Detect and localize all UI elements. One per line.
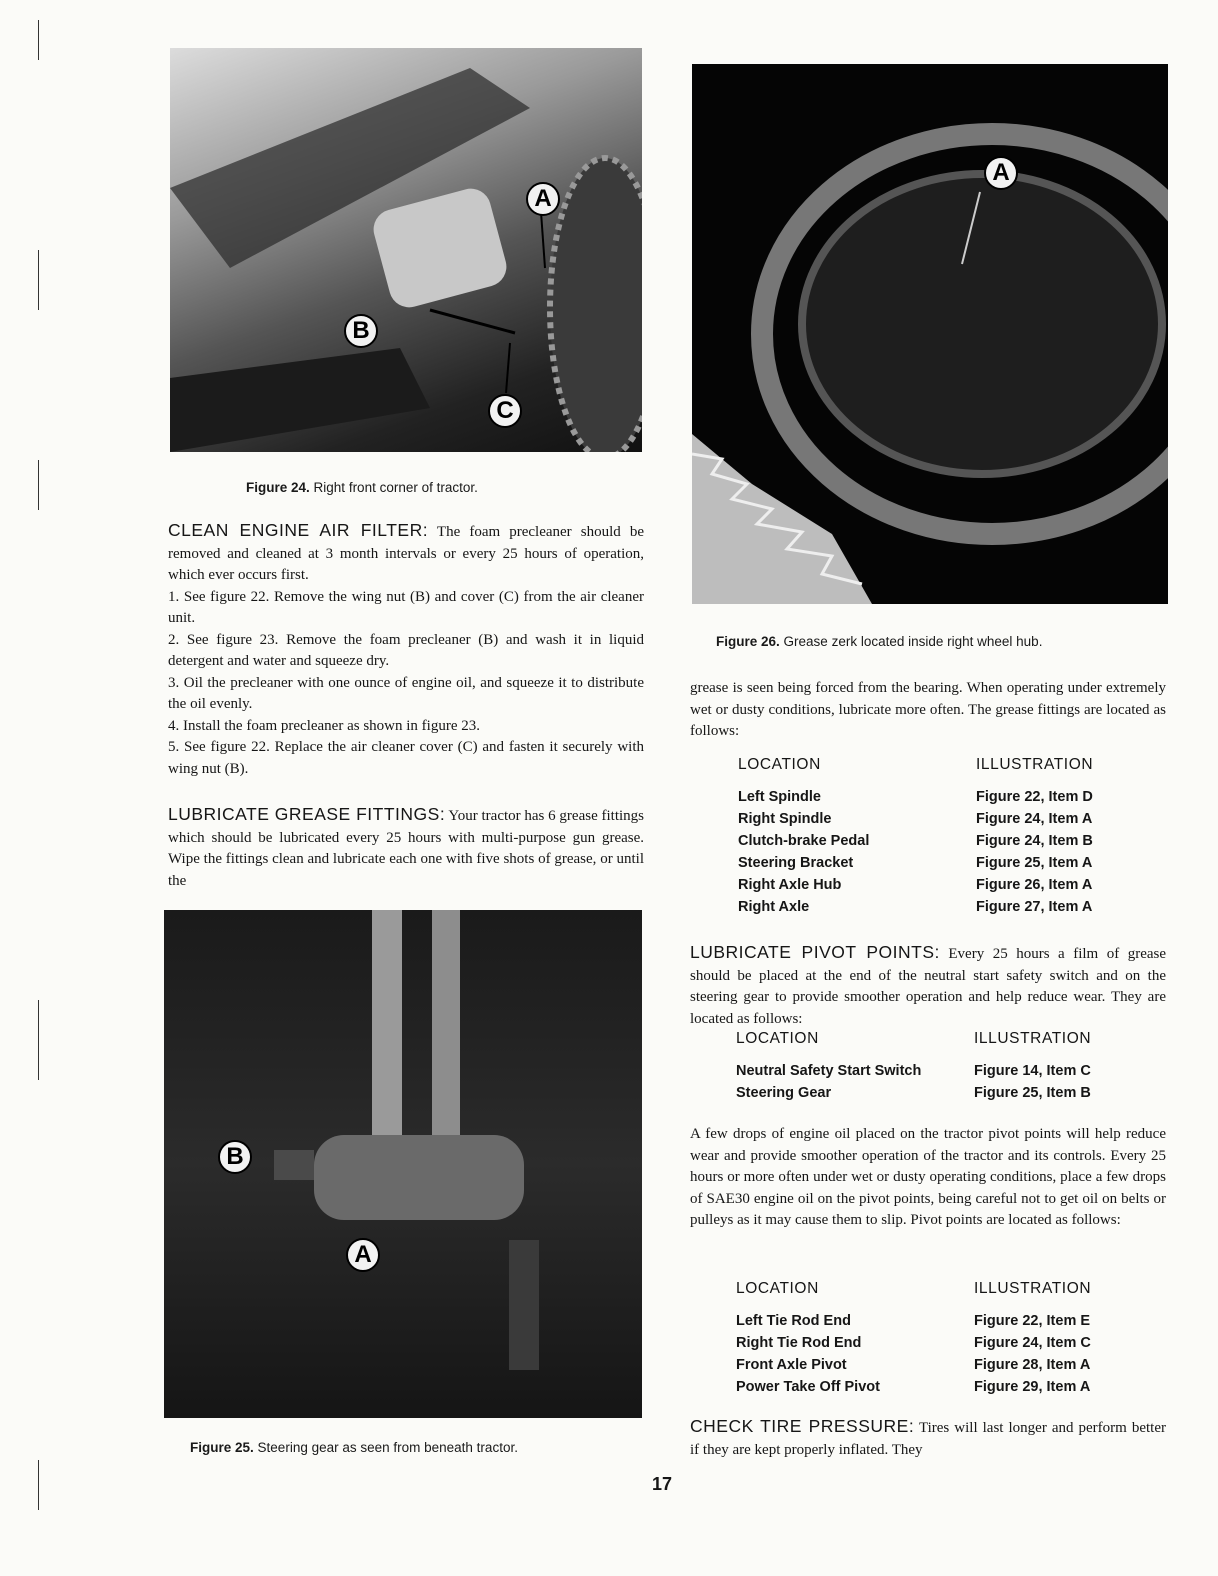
margin-mark (38, 20, 39, 60)
figure-26-photo (692, 64, 1168, 604)
figure-26-caption: Figure 26. Grease zerk located inside right wheel hub. (716, 634, 1043, 649)
section-heading: CLEAN ENGINE AIR FILTER: (168, 520, 429, 540)
margin-mark (38, 250, 39, 310)
step: 3. Oil the precleaner with one ounce of engine oil, and squeeze it to distribute the oil evenly. (168, 674, 644, 712)
paragraph: grease is seen being forced from the bearing. When operating under extremely wet or dusty conditions, lubricate more often. The grease fittings are located as follows: (690, 680, 1166, 739)
paragraph: Your tractor has 6 grease fittings which should be lubricated every 25 hours with multi-purpose gun grease. Wipe the fittings clean and lubricate each one with five shots of grease, or until the (168, 808, 644, 889)
step: 4. Install the foam precleaner as shown in figure 23. (168, 717, 480, 734)
paragraph: Every 25 hours a film of grease should be placed at the end of the neutral start safety switch and on the steering gear to provide smoother operation and help reduce wear. They are located as follows: (690, 946, 1167, 1027)
step: 1. See figure 22. Remove the wing nut (B) and cover (C) from the air cleaner unit. (168, 588, 644, 626)
section-heading: LUBRICATE GREASE FITTINGS: (168, 804, 446, 824)
wheel-hub-illustration (692, 64, 1168, 604)
margin-mark (38, 460, 39, 510)
table-row: Right Axle Hub Figure 26, Item A (738, 877, 1093, 893)
pivot-grease-table (736, 1030, 1091, 1104)
table-row: Right Axle Figure 27, Item A (738, 899, 1093, 915)
page-number: 17 (652, 1474, 673, 1494)
figure-25-photo (164, 910, 642, 1418)
column-header: ILLUSTRATION (976, 756, 1094, 773)
clean-filter-section (168, 520, 644, 780)
callout-a: A (346, 1238, 380, 1272)
column-header: LOCATION (736, 1030, 819, 1047)
table-row: Clutch-brake Pedal Figure 24, Item B (738, 833, 1093, 849)
callout-c: C (488, 394, 522, 428)
pivot-section (690, 942, 1166, 1030)
column-header: LOCATION (736, 1280, 819, 1297)
figure-24-caption: Figure 24. Right front corner of tractor. (246, 480, 478, 495)
section-heading: CHECK TIRE PRESSURE: (690, 1416, 915, 1436)
grease-fittings-table (738, 756, 1093, 918)
tractor-corner-illustration (170, 48, 642, 452)
table-row: Left Spindle Figure 22, Item D (738, 789, 1093, 805)
table-row: Right Spindle Figure 24, Item A (738, 811, 1093, 827)
figure-24-photo (170, 48, 642, 452)
tire-section (690, 1416, 1166, 1461)
callout-b: B (218, 1140, 252, 1174)
table-row: Neutral Safety Start Switch Figure 14, Item C (736, 1063, 1091, 1079)
margin-mark (38, 1460, 39, 1510)
column-header: ILLUSTRATION (974, 1030, 1092, 1047)
table-row: Left Tie Rod End Figure 22, Item E (736, 1313, 1091, 1329)
column-header: LOCATION (738, 756, 821, 773)
callout-a: A (526, 182, 560, 216)
table-row: Right Tie Rod End Figure 24, Item C (736, 1335, 1091, 1351)
step: 5. See figure 22. Replace the air cleaner cover (C) and fasten it securely with wing nut (B). (168, 739, 644, 777)
section-heading: LUBRICATE PIVOT POINTS: (690, 942, 940, 962)
callout-a: A (984, 156, 1018, 190)
table-row: Steering Gear Figure 25, Item B (736, 1085, 1091, 1101)
column-header: ILLUSTRATION (974, 1280, 1092, 1297)
grease-continued (690, 678, 1166, 743)
table-row: Front Axle Pivot Figure 28, Item A (736, 1357, 1091, 1373)
paragraph: Tires will last longer and perform better if they are kept properly inflated. They (690, 1420, 1166, 1458)
table-row: Power Take Off Pivot Figure 29, Item A (736, 1379, 1091, 1395)
paragraph: The foam precleaner should be removed and cleaned at 3 month intervals or every 25 hours of operation, which ever occurs first. (168, 524, 645, 583)
table-row: Steering Bracket Figure 25, Item A (738, 855, 1093, 871)
grease-section (168, 804, 644, 892)
figure-25-caption: Figure 25. Steering gear as seen from beneath tractor. (190, 1440, 518, 1455)
step: 2. See figure 23. Remove the foam precleaner (B) and wash it in liquid detergent and water and squeeze dry. (168, 631, 644, 669)
paragraph: A few drops of engine oil placed on the tractor pivot points will help reduce wear and provide smoother operation of the tractor and its controls. Every 25 hours or more often under wet or dusty operating conditions, place a few drops of SAE30 engine oil on the pivot points, being careful not to get oil on belts or pulleys as it may cause them to slip. Pivot points are located as follows: (690, 1126, 1166, 1228)
pivot-oil-paragraph (690, 1124, 1166, 1232)
callout-b: B (344, 314, 378, 348)
pivot-oil-table (736, 1280, 1091, 1398)
margin-mark (38, 1000, 39, 1080)
